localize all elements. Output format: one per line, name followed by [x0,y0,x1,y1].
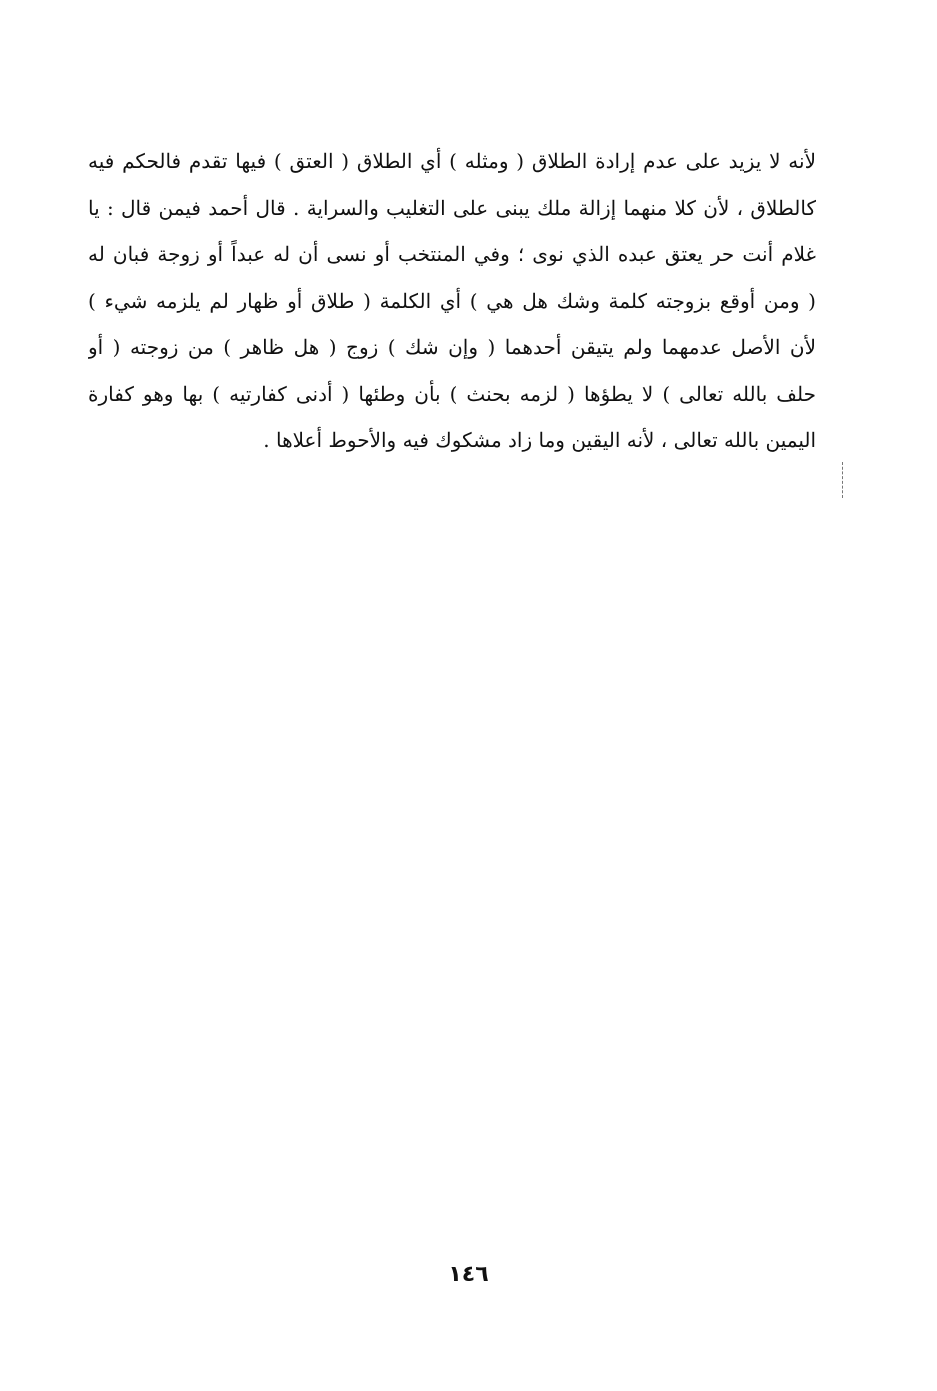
text-line-2: كالطلاق ، لأن كلا منهما إزالة ملك يبنى على التغليب والسراية . قال أحمد فيمن قال : يا [88,195,816,220]
text-line-6: حلف بالله تعالى ) لا يطؤها ( لزمه بحنث ) بأن وطئها ( أدنى كفارتيه ) بها وهو كفارة [88,381,816,406]
margin-mark [842,462,844,498]
text-line-4: ( ومن أوقع بزوجته كلمة وشك هل هي ) أي الكلمة ( طلاق أو ظهار لم يلزمه شيء ) [88,288,816,313]
text-line-5: لأن الأصل عدمهما ولم يتيقن أحدهما ( وإن شك ) زوج ( هل ظاهر ) من زوجته ( أو [88,335,816,359]
body-text [88,138,816,464]
text-line-3: غلام أنت حر يعتق عبده الذي نوى ؛ وفي المنتخب أو نسى أن له عبداً أو زوجة فبان له [88,242,816,266]
text-line-7: اليمين بالله تعالى ، لأنه اليقين وما زاد مشكوك فيه والأحوط أعلاها . [263,428,816,452]
page-number: ١٤٦ [448,1262,489,1287]
text-line-1: لأنه لا يزيد على عدم إرادة الطلاق ( ومثله ) أي الطلاق ( العتق ) فيها تقدم فالحكم فيه [88,149,816,173]
